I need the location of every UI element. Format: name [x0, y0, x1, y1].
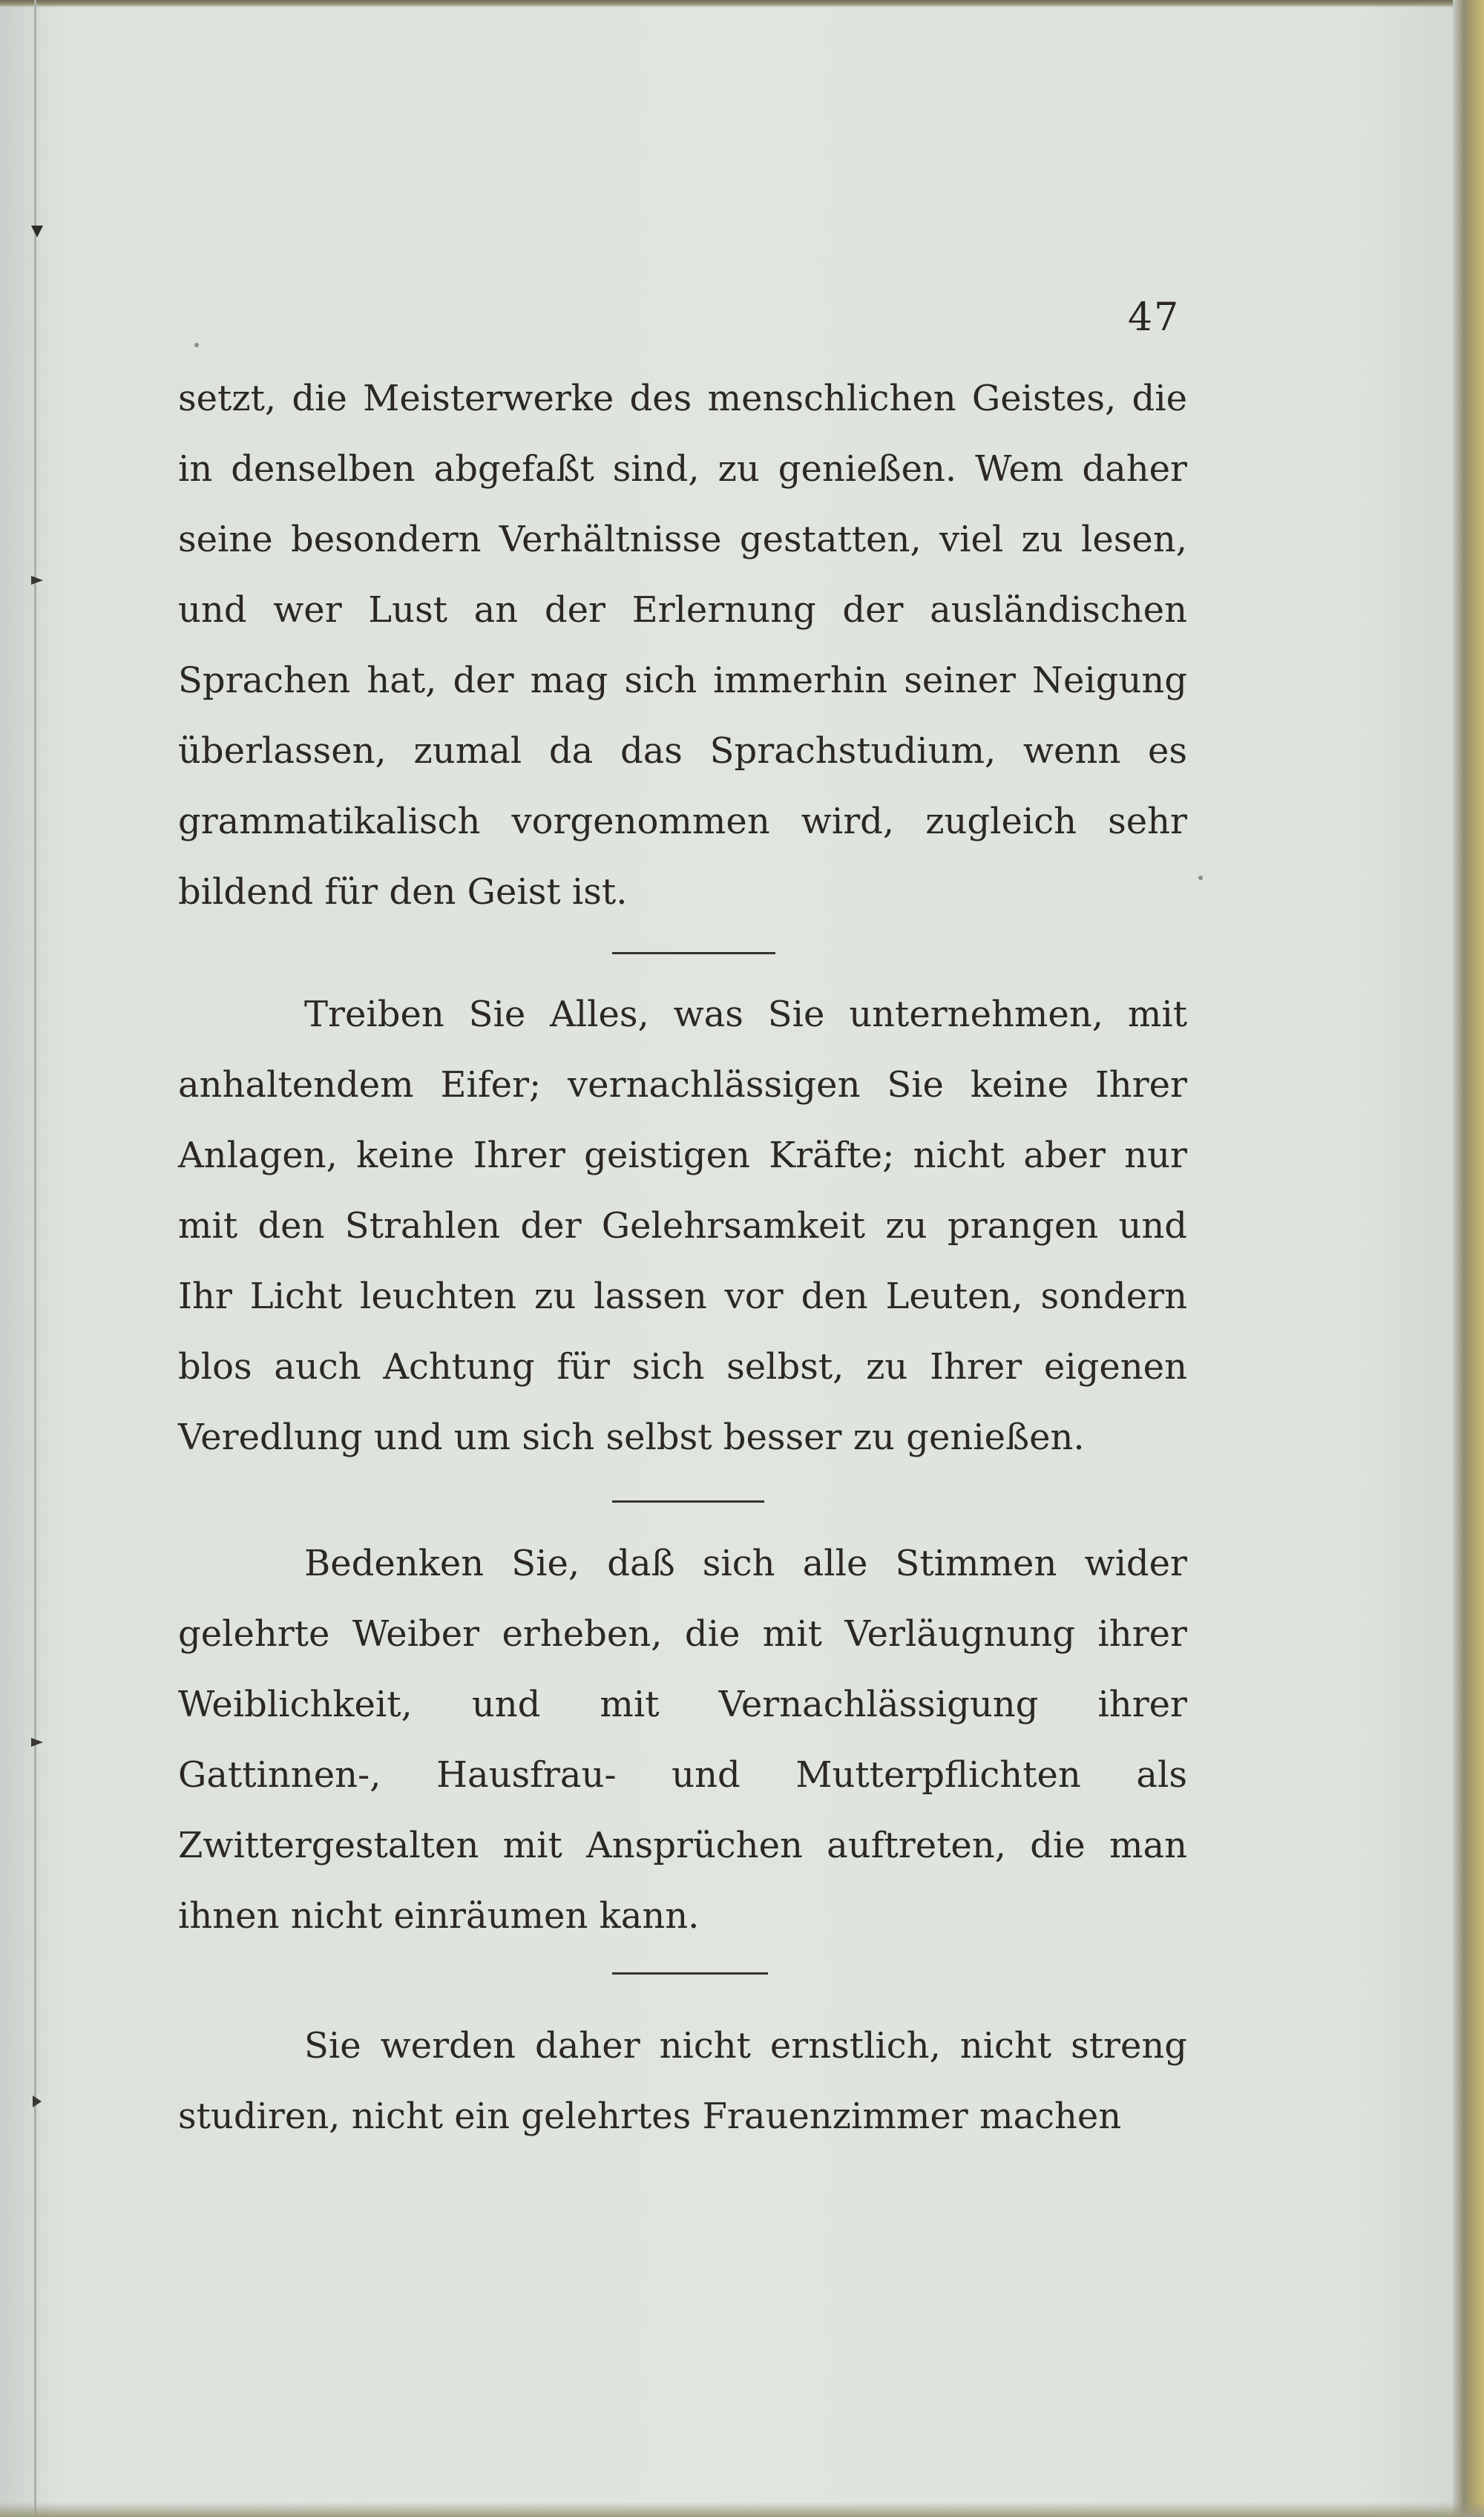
- page-right-edge: [1453, 0, 1484, 2517]
- binding-thread-mark-icon: [30, 2093, 45, 2110]
- paper-speck: [1198, 876, 1203, 880]
- binding-thread-mark-icon: [30, 223, 45, 240]
- section-divider: [612, 1500, 764, 1503]
- paragraph-2: Treiben Sie Alles, was Sie unternehmen, mit anhaltendem Eifer; vernachlässigen Sie keine Ihrer Anlagen, keine Ihrer geistigen Kräfte; nicht aber nur mit den Strahlen der Gelehrsamkeit zu prangen und Ihr Licht leuchten zu lassen vor den Leuten, sondern blos auch Achtung für sich selbst, zu Ihrer eigenen Veredlung und um sich selbst besser zu genießen.: [178, 994, 1187, 1458]
- binding-thread-mark-icon: [30, 571, 45, 589]
- page-number: 47: [1128, 295, 1181, 340]
- paragraph-3: Bedenken Sie, daß sich alle Stimmen wider gelehrte Weiber erheben, die mit Verläugnung ihrer Weiblichkeit, und mit Vernachlässigung ihrer Gattinnen-, Hausfrau- und Mutterpflichten als Zwittergestalten mit Ansprüchen auftreten, die man ihnen nicht einräumen kann.: [178, 1543, 1187, 1937]
- binding-thread-mark-icon: [30, 1733, 45, 1751]
- paragraph-4: Sie werden daher nicht ernstlich, nicht streng studiren, nicht ein gelehrtes Frauenzimmer machen: [178, 2025, 1187, 2137]
- paper-speck: [194, 343, 199, 347]
- binding-spine-line: [34, 0, 36, 2517]
- section-divider: [612, 952, 775, 954]
- page-top-edge: [0, 0, 1484, 7]
- paragraph-1: setzt, die Meisterwerke des menschlichen Geistes, die in denselben abgefaßt sind, zu genießen. Wem daher seine besondern Verhältnisse gestatten, viel zu lesen, und wer Lust an der Erlernung der ausländischen Sprachen hat, der mag sich immerhin seiner Neigung überlassen, zumal da das Sprachstudium, wenn es grammatikalisch vorgenommen wird, zugleich sehr bildend für den Geist ist.: [178, 378, 1187, 913]
- section-divider: [612, 1972, 768, 1975]
- page-bottom-edge: [0, 2502, 1484, 2517]
